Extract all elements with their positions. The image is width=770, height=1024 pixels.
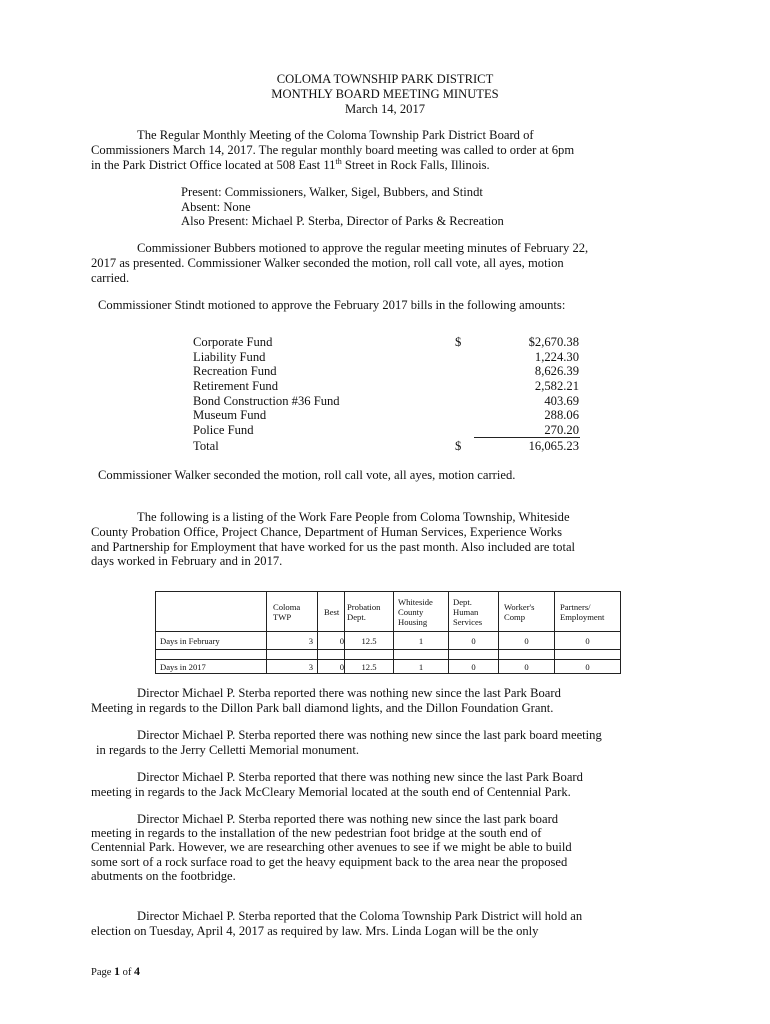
intro-line-3 <box>91 158 490 173</box>
table-cell: 12.5 <box>345 632 394 650</box>
table-header-cell: Partners/ Employment <box>555 592 621 632</box>
meeting-date: March 14, 2017 <box>344 102 426 116</box>
absent-list: Absent: None <box>181 200 251 214</box>
district-title: COLOMA TOWNSHIP PARK DISTRICT <box>276 72 494 86</box>
bridge-report-line-2: meeting in regards to the installation of the new pedestrian foot bridge at the south end of <box>91 826 542 840</box>
workfare-line-2: County Probation Office, Project Chance, Department of Human Services, Experience Works <box>91 525 563 539</box>
table-cell: 1 <box>394 632 449 650</box>
table-cell: 0 <box>499 632 555 650</box>
table-cell: 0 <box>449 660 499 674</box>
fund-amount: 403.69 <box>544 394 579 408</box>
intro-line-1: The Regular Monthly Meeting of the Coloma Township Park District Board of <box>137 128 534 142</box>
minutes-title: MONTHLY BOARD MEETING MINUTES <box>271 87 499 101</box>
fund-name: Corporate Fund <box>193 335 273 349</box>
total-underline <box>474 437 580 438</box>
table-header-row <box>156 592 621 632</box>
table-header-cell: Dept. Human Services <box>449 592 499 632</box>
election-report-line-1: Director Michael P. Sterba reported that the Coloma Township Park District will hold an <box>137 909 583 923</box>
report-3-line-1: Director Michael P. Sterba reported that there was nothing new since the last Park Board <box>137 770 583 784</box>
intro-line-2: Commissioners March 14, 2017. The regular monthly board meeting was called to order at 6pm <box>91 143 575 157</box>
report-1-line-2: Meeting in regards to the Dillon Park ball diamond lights, and the Dillon Foundation Grant. <box>91 701 554 715</box>
of-word: of <box>122 967 132 978</box>
table-cell: 3 <box>267 632 318 650</box>
workfare-line-3: and Partnership for Employment that have worked for us the past month. Also included are total <box>91 540 576 554</box>
fund-amount: 1,224.30 <box>534 350 579 364</box>
table-row <box>156 660 621 674</box>
workfare-table <box>155 591 621 674</box>
fund-name: Recreation Fund <box>193 364 277 378</box>
bridge-report-line-4: some sort of a rock surface road to get the heavy equipment back to the area near the proposed <box>91 855 568 869</box>
fund-amount: 2,582.21 <box>534 379 579 393</box>
report-1-line-1: Director Michael P. Sterba reported there was nothing new since the last Park Board <box>137 686 561 700</box>
report-2-line-1: Director Michael P. Sterba reported there was nothing new since the last park board meeting <box>137 728 602 742</box>
total-pages: 4 <box>134 964 141 978</box>
table-row <box>156 632 621 650</box>
fund-name: Police Fund <box>193 423 254 437</box>
bills-motion: Commissioner Stindt motioned to approve the February 2017 bills in the following amounts: <box>98 298 566 312</box>
table-cell: 3 <box>267 660 318 674</box>
page-number <box>91 964 140 979</box>
table-cell: 0 <box>555 632 621 650</box>
minutes-motion-line-2: 2017 as presented. Commissioner Walker seconded the motion, roll call vote, all ayes, motion <box>91 256 564 270</box>
fund-amount: 288.06 <box>544 408 579 422</box>
table-header-cell: Coloma TWP <box>267 592 318 632</box>
table-header-cell <box>156 592 267 632</box>
fund-amount: 270.20 <box>544 423 579 437</box>
also-present-list: Also Present: Michael P. Sterba, Director of Parks & Recreation <box>181 214 504 228</box>
table-cell: 0 <box>318 632 345 650</box>
bridge-report-line-1: Director Michael P. Sterba reported there was nothing new since the last park board <box>137 812 559 826</box>
current-page: 1 <box>114 964 121 978</box>
bridge-report-line-5: abutments on the footbridge. <box>91 869 236 883</box>
report-2-line-2: in regards to the Jerry Celletti Memorial monument. <box>96 743 360 757</box>
bills-second: Commissioner Walker seconded the motion, roll call vote, all ayes, motion carried. <box>98 468 516 482</box>
row-label: Days in February <box>156 632 267 650</box>
ordinal-suffix: th <box>335 157 342 166</box>
total-amount: 16,065.23 <box>528 439 579 453</box>
workfare-line-4: days worked in February and in 2017. <box>91 554 283 568</box>
report-3-line-2: meeting in regards to the Jack McCleary Memorial located at the south end of Centennial Park. <box>91 785 571 799</box>
table-cell: 1 <box>394 660 449 674</box>
intro-line-3-post: Street in Rock Falls, Illinois. <box>341 158 490 172</box>
table-header-cell: Worker's Comp <box>499 592 555 632</box>
fund-amount: 8,626.39 <box>534 364 579 378</box>
currency-symbol: $ <box>455 335 462 349</box>
table-cell: 0 <box>449 632 499 650</box>
workfare-line-1: The following is a listing of the Work Fare People from Coloma Township, Whiteside <box>137 510 570 524</box>
fund-name: Museum Fund <box>193 408 267 422</box>
present-list: Present: Commissioners, Walker, Sigel, Bubbers, and Stindt <box>181 185 483 199</box>
table-cell: 0 <box>555 660 621 674</box>
table-header-cell: Best <box>318 592 345 632</box>
fund-name: Liability Fund <box>193 350 266 364</box>
table-spacer-row <box>156 650 621 660</box>
intro-line-3-pre: in the Park District Office located at 508 East 11 <box>91 158 336 172</box>
table-cell: 12.5 <box>345 660 394 674</box>
election-report-line-2: election on Tuesday, April 4, 2017 as required by law. Mrs. Linda Logan will be the only <box>91 924 539 938</box>
bridge-report-line-3: Centennial Park. However, we are researching other avenues to see if we might be able to build <box>91 840 572 854</box>
minutes-motion-line-3: carried. <box>91 271 130 285</box>
minutes-motion-line-1: Commissioner Bubbers motioned to approve the regular meeting minutes of February 22, <box>137 241 589 255</box>
table-header-cell: Whiteside County Housing <box>394 592 449 632</box>
currency-symbol: $ <box>455 439 462 453</box>
table-header-cell: Probation Dept. <box>345 592 394 632</box>
total-label: Total <box>193 439 219 453</box>
fund-amount: $2,670.38 <box>528 335 579 349</box>
row-label: Days in 2017 <box>156 660 267 674</box>
table-cell: 0 <box>318 660 345 674</box>
table-cell: 0 <box>499 660 555 674</box>
fund-name: Bond Construction #36 Fund <box>193 394 340 408</box>
fund-name: Retirement Fund <box>193 379 278 393</box>
page-word: Page <box>91 967 112 978</box>
